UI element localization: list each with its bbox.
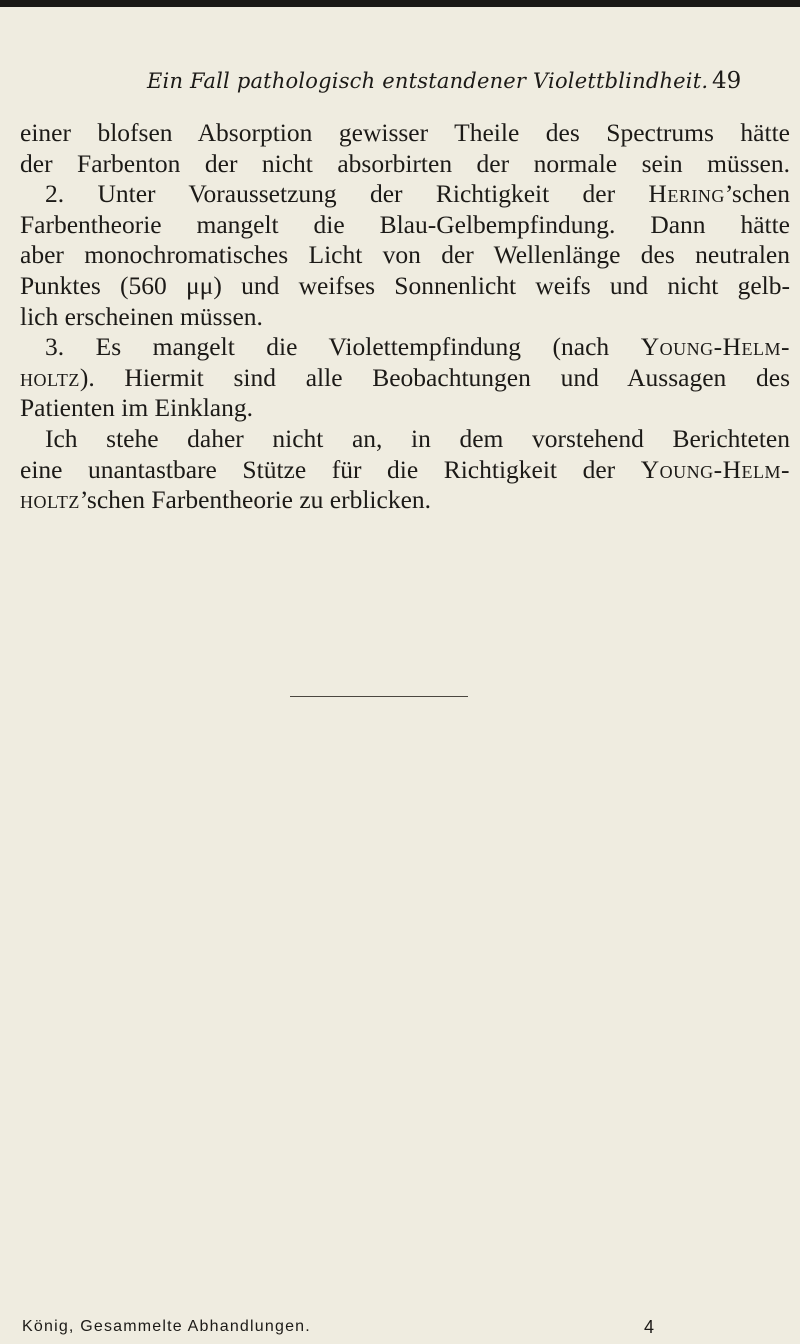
- text-segment: 3. Es mangelt die Violettempfindung (nach: [45, 332, 641, 362]
- body-text: [20, 118, 790, 516]
- text-segment: ’schen Farbentheorie zu erblicken.: [79, 485, 432, 515]
- text-segment: der Farbenton der nicht absorbirten der normale sein müssen.: [20, 148, 790, 178]
- text-line: [20, 118, 790, 149]
- text-segment: Patienten im Einklang.: [20, 393, 253, 423]
- text-line: [20, 393, 790, 424]
- text-line: [20, 455, 790, 486]
- author-name: Young-Helm-: [640, 454, 790, 484]
- running-title: Ein Fall pathologisch entstandener Violettblindheit.: [147, 69, 709, 93]
- text-line: [20, 210, 790, 241]
- text-line: [20, 302, 790, 333]
- running-head: [0, 66, 800, 106]
- text-segment: Farbentheorie mangelt die Blau-Gelbempfindung. Dann hätte: [20, 209, 790, 239]
- text-segment: 2. Unter Voraussetzung der Richtigkeit der: [45, 179, 649, 209]
- text-segment: lich erscheinen müssen.: [20, 301, 263, 331]
- page-number: 49: [712, 68, 742, 94]
- text-line: [20, 363, 790, 394]
- author-name: Young-Helm-: [640, 332, 790, 362]
- text-segment: eine unantastbare Stütze für die Richtigkeit der: [20, 454, 641, 484]
- text-line: [20, 424, 790, 455]
- text-line: [20, 271, 790, 302]
- scan-top-edge: [0, 0, 800, 7]
- author-name: Hering: [648, 179, 725, 209]
- text-segment: ’schen: [724, 179, 790, 209]
- footer-signature: König, Gesammelte Abhandlungen.: [22, 1318, 311, 1335]
- author-name: holtz: [20, 362, 80, 392]
- page-footer: [0, 1316, 800, 1340]
- text-segment: Ich stehe daher nicht an, in dem vorstehend Berichteten: [45, 423, 790, 453]
- text-segment: ). Hiermit sind alle Beobachtungen und Aussagen des: [79, 362, 790, 392]
- sheet-number: 4: [644, 1317, 655, 1337]
- text-segment: einer blofsen Absorption gewisser Theile des Spectrums hätte: [20, 118, 790, 147]
- author-name: holtz: [20, 485, 80, 515]
- section-divider: [290, 696, 468, 697]
- text-line: [20, 149, 790, 180]
- text-line: [20, 240, 790, 271]
- text-line: [20, 485, 790, 516]
- text-line: [20, 332, 790, 363]
- text-line: [20, 179, 790, 210]
- text-segment: Punktes (560 μμ) und weifses Sonnenlicht weifs und nicht gelb-: [20, 270, 790, 300]
- text-segment: aber monochromatisches Licht von der Wellenlänge des neutralen: [20, 240, 790, 270]
